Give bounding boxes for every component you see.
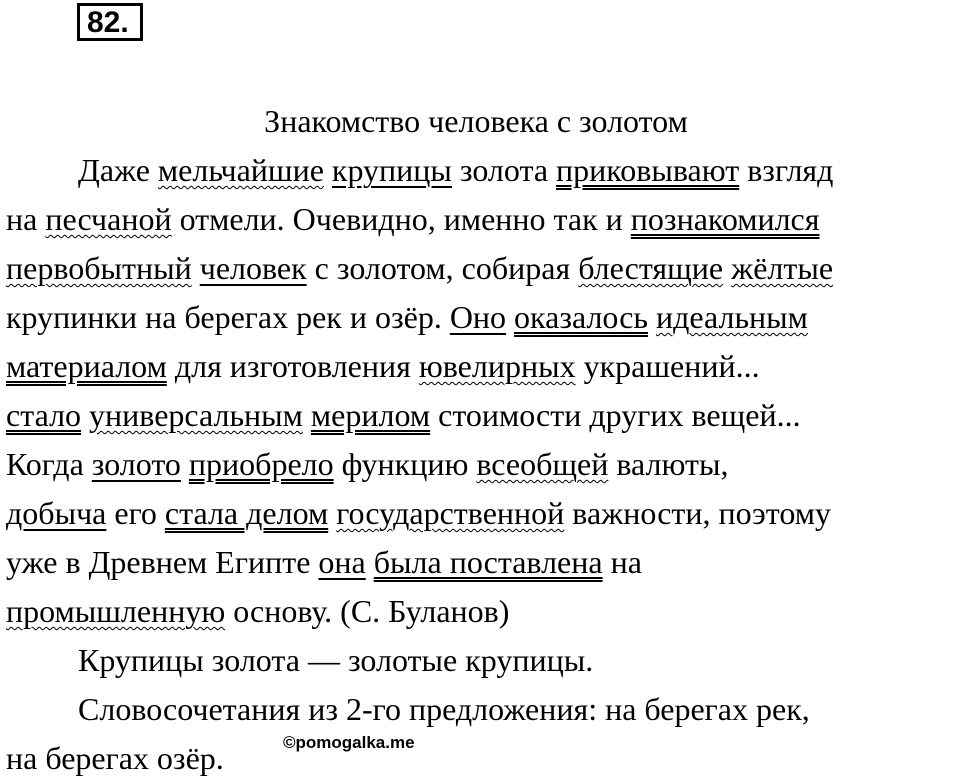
text-fragment: валюты, xyxy=(608,446,729,482)
underlined-modifier: промышленную xyxy=(6,593,226,629)
text-fragment: на xyxy=(6,201,46,237)
answer-line: Словосочетания из 2-го предложения: на берегах рек, xyxy=(78,691,810,727)
underlined-subject: добыча xyxy=(6,495,107,531)
text-fragment: его xyxy=(106,495,165,531)
text-line xyxy=(6,391,956,440)
text-title: Знакомство человека с золотом xyxy=(264,103,688,139)
text-fragment: украшений... xyxy=(575,348,760,384)
text-fragment: для изготовления xyxy=(166,348,419,384)
text-fragment: важности, поэтому xyxy=(564,495,831,531)
text-fragment: основу. (С. Буланов) xyxy=(225,593,510,629)
text-fragment xyxy=(81,397,89,433)
text-fragment: функцию xyxy=(333,446,477,482)
text-line xyxy=(6,293,956,342)
text-passage xyxy=(6,146,956,636)
text-line xyxy=(6,244,956,293)
underlined-predicate: мерилом xyxy=(310,397,431,433)
underlined-predicate: была поставлена xyxy=(373,544,603,580)
text-line xyxy=(6,538,956,587)
underlined-modifier: жёлтые xyxy=(731,250,834,286)
underlined-predicate: стало xyxy=(6,397,82,433)
text-line xyxy=(6,195,956,244)
text-fragment: взгляд xyxy=(739,152,834,188)
underlined-modifier: универсальным xyxy=(89,397,303,433)
text-fragment xyxy=(506,299,514,335)
text-fragment xyxy=(324,152,332,188)
text-fragment xyxy=(366,544,374,580)
text-fragment: на xyxy=(602,544,642,580)
underlined-modifier: всеобщей xyxy=(476,446,609,482)
text-fragment: с золотом, собирая xyxy=(306,250,579,286)
document-body xyxy=(6,97,956,783)
text-fragment xyxy=(723,250,731,286)
underlined-subject: золото xyxy=(91,446,181,482)
underlined-predicate: познакомился xyxy=(630,201,820,237)
answer-line: на берегах озёр. xyxy=(6,740,224,776)
underlined-predicate: приковывают xyxy=(556,152,740,188)
underlined-modifier: ювелирных xyxy=(418,348,576,384)
text-fragment xyxy=(181,446,189,482)
exercise-number: 82. xyxy=(77,3,143,41)
answer-block xyxy=(6,636,956,783)
text-fragment: Даже xyxy=(78,152,158,188)
underlined-predicate: материалом xyxy=(6,348,167,384)
text-fragment xyxy=(303,397,311,433)
text-fragment: Когда xyxy=(6,446,92,482)
text-line xyxy=(6,342,956,391)
watermark: ©pomogalka.me xyxy=(283,733,415,752)
text-fragment: отмели. Очевидно, именно так и xyxy=(171,201,631,237)
underlined-modifier: первобытный xyxy=(6,250,192,286)
underlined-modifier: идеальным xyxy=(656,299,808,335)
underlined-predicate: приобрело xyxy=(188,446,334,482)
text-fragment: золота xyxy=(451,152,557,188)
underlined-modifier: государственной xyxy=(336,495,565,531)
text-fragment: уже в Древнем Египте xyxy=(6,544,319,580)
underlined-modifier: блестящие xyxy=(578,250,724,286)
underlined-modifier: мельчайшие xyxy=(157,152,324,188)
text-line xyxy=(6,146,956,195)
underlined-modifier: песчаной xyxy=(45,201,172,237)
underlined-subject: она xyxy=(318,544,366,580)
underlined-subject: крупицы xyxy=(331,152,452,188)
underlined-subject: Оно xyxy=(449,299,507,335)
underlined-predicate: оказалось xyxy=(514,299,648,335)
underlined-subject: человек xyxy=(199,250,307,286)
text-line xyxy=(6,489,956,538)
answer-line: Крупицы золота — золотые крупицы. xyxy=(78,642,594,678)
text-fragment: крупинки на берегах рек и озёр. xyxy=(6,299,450,335)
text-fragment: стоимости других вещей... xyxy=(430,397,801,433)
text-fragment xyxy=(192,250,200,286)
text-fragment xyxy=(648,299,656,335)
text-line xyxy=(6,587,956,636)
text-line xyxy=(6,440,956,489)
underlined-predicate: стала делом xyxy=(164,495,329,531)
